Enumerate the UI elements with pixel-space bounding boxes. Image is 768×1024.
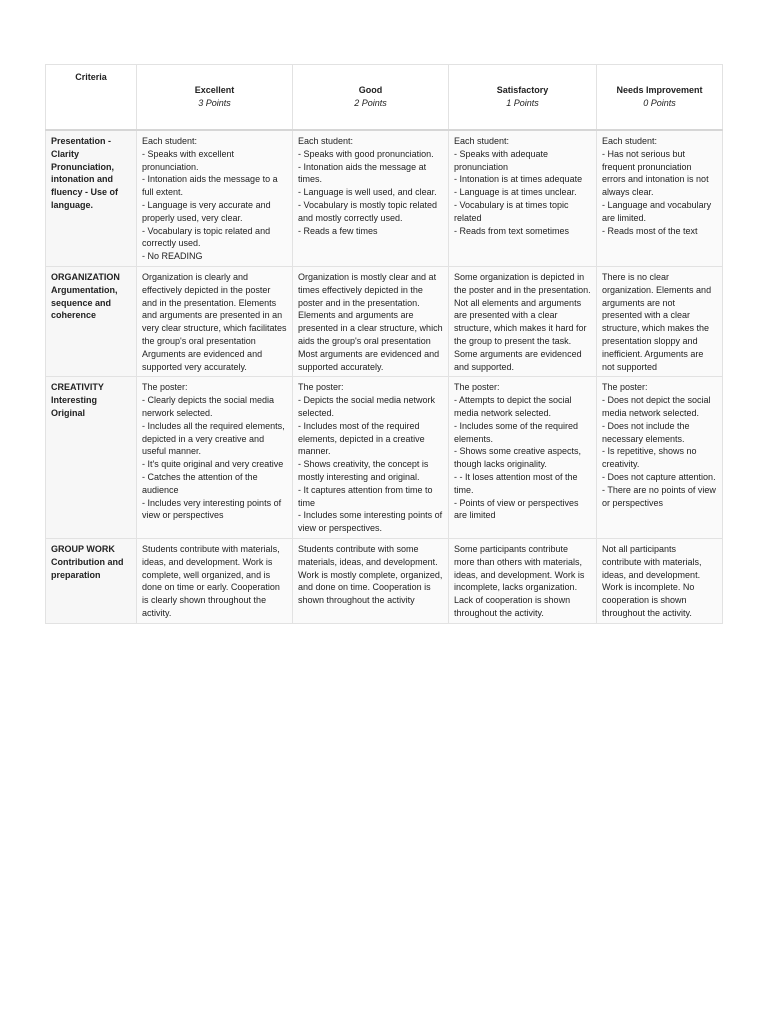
level-name: Excellent bbox=[194, 85, 235, 95]
level-name: Satisfactory bbox=[496, 85, 549, 95]
cell-text-line: The poster: bbox=[142, 382, 188, 393]
cell-text-line: - Speaks with excellent pronunciation. bbox=[142, 148, 235, 172]
cell-text-line: - Has not serious but frequent pronunciation errors and intonation is not always clear. bbox=[602, 148, 709, 198]
cell-text-line: - Reads most of the text bbox=[602, 225, 698, 236]
cell-text-line: - Speaks with good pronunciation. bbox=[298, 148, 434, 159]
cell-text-line: The poster: bbox=[454, 382, 500, 393]
cell-text-line: Each student: bbox=[142, 136, 198, 146]
level-header-needs-improvement bbox=[597, 65, 723, 131]
cell-text-line: - Includes some of the required elements. bbox=[454, 420, 579, 444]
rubric-cell-excellent bbox=[137, 377, 293, 539]
table-row bbox=[46, 377, 723, 539]
cell-text-line: Organization is clearly and effectively depicted in the poster and in the presentation. Elements and arguments are presented in an very clear structure, which facilitates the group's oral presentation Arguments are evidenced and supported very accurately. bbox=[142, 271, 287, 372]
cell-text-line: - Attempts to depict the social media network selected. bbox=[454, 395, 572, 418]
rubric-cell-needs-improvement bbox=[597, 130, 723, 266]
rubric-cell-satisfactory bbox=[449, 130, 597, 266]
level-header-excellent bbox=[137, 65, 293, 131]
cell-text-line: - Intonation is at times adequate bbox=[454, 174, 583, 185]
rubric-cell-needs-improvement bbox=[597, 266, 723, 376]
cell-text-line: - Reads a few times bbox=[298, 225, 378, 236]
cell-text-line: - Shows some creative aspects, though lacks originality. bbox=[454, 446, 582, 470]
level-name: Good bbox=[358, 85, 383, 95]
cell-text-line: - Language is very accurate and properly used, very clear. bbox=[142, 199, 271, 223]
cell-text-line: - Intonation aids the message to a full extent. bbox=[142, 174, 278, 198]
cell-text-line: - Includes most of the required elements, depicted in a creative manner. bbox=[298, 420, 425, 457]
rubric-cell-needs-improvement bbox=[597, 538, 723, 623]
cell-text-line: - Language is at times unclear. bbox=[454, 187, 577, 198]
level-points: 0 Points bbox=[643, 97, 676, 108]
cell-text-line: - Depicts the social media network selected. bbox=[298, 395, 436, 418]
rubric-cell-good bbox=[293, 538, 449, 623]
cell-text-line: Some participants contribute more than others with materials, ideas, and development. Work is incomplete, lacks organization. Lack of cooperation is shown throughout the activity. bbox=[454, 543, 585, 618]
table-row bbox=[46, 266, 723, 376]
cell-text-line: Each student: bbox=[602, 136, 658, 146]
cell-text-line: - Clearly depicts the social media nerwork selected. bbox=[142, 395, 275, 418]
rubric-cell-excellent bbox=[137, 538, 293, 623]
rubric-cell-satisfactory bbox=[449, 538, 597, 623]
cell-text-line: Each student: bbox=[454, 136, 510, 146]
rubric-cell-excellent bbox=[137, 266, 293, 376]
cell-text-line: - Reads from text sometimes bbox=[454, 225, 570, 236]
criteria-header: Criteria bbox=[46, 65, 137, 131]
level-header-satisfactory bbox=[449, 65, 597, 131]
criteria-cell: Presentation - Clarity Pronunciation, intonation and fluency - Use of language. bbox=[46, 130, 137, 266]
cell-text-line: - Intonation aids the message at times. bbox=[298, 161, 427, 185]
cell-text-line: Students contribute with some materials, ideas, and development. Work is mostly complete, organized, and done on time. Cooperation is shown throughout the activity bbox=[298, 543, 443, 606]
cell-text-line: - Does not capture attention. bbox=[602, 471, 716, 482]
cell-text-line: - Vocabulary is topic related and correctly used. bbox=[142, 225, 271, 249]
level-points: 3 Points bbox=[198, 97, 231, 108]
cell-text-line: - Includes very interesting points of view or perspectives bbox=[142, 497, 282, 521]
level-points: 1 Points bbox=[506, 97, 539, 108]
cell-text-line: - Speaks with adequate pronunciation bbox=[454, 148, 549, 172]
table-row bbox=[46, 538, 723, 623]
cell-text-line: Organization is mostly clear and at times effectively depicted in the poster and in the presentation. Elements and arguments are presented in a clear structure, which aids the group's oral presentation Most arguments are evidenced and supported accurately. bbox=[298, 271, 443, 372]
cell-text-line: - It captures attention from time to time bbox=[298, 484, 433, 508]
rubric-table bbox=[45, 64, 723, 624]
rubric-header bbox=[46, 65, 723, 131]
cell-text-line: Students contribute with materials, ideas, and development. Work is complete, well organized, and is done on time or early. Cooperation is clearly shown throughout the activity. bbox=[142, 543, 280, 618]
cell-text-line: - Includes some interesting points of view or perspectives. bbox=[298, 510, 443, 534]
cell-text-line: There is no clear organization. Elements and arguments are not presented with a clear structure, which makes the presentation sloppy and inefficient. Arguments are not supported bbox=[602, 271, 712, 372]
cell-text-line: - Includes all the required elements, depicted in a very creative and useful manner. bbox=[142, 420, 285, 457]
cell-text-line: Some organization is depicted in the poster and in the presentation. Not all elements and arguments are presented with a clear structure, which makes it hard for the group to present the task. Some arguments are evidenced and supported. bbox=[454, 271, 591, 372]
cell-text-line: - No READING bbox=[142, 251, 203, 262]
table-row bbox=[46, 130, 723, 266]
rubric-cell-good bbox=[293, 130, 449, 266]
cell-text-line: - Shows creativity, the concept is mostly interesting and original. bbox=[298, 459, 429, 482]
cell-text-line: - Is repetitive, shows no creativity. bbox=[602, 446, 697, 470]
criteria-cell: ORGANIZATION Argumentation, sequence and coherence bbox=[46, 266, 137, 376]
rubric-cell-satisfactory bbox=[449, 377, 597, 539]
criteria-cell: GROUP WORK Contribution and preparation bbox=[46, 538, 137, 623]
cell-text-line: - It's quite original and very creative bbox=[142, 459, 284, 470]
level-name: Needs Improvement bbox=[616, 85, 703, 95]
cell-text-line: - Catches the attention of the audience bbox=[142, 471, 258, 495]
rubric-body bbox=[46, 130, 723, 623]
cell-text-line: - Vocabulary is at times topic related bbox=[454, 199, 569, 223]
cell-text-line: Each student: bbox=[298, 136, 354, 146]
cell-text-line: The poster: bbox=[298, 382, 344, 393]
level-points: 2 Points bbox=[354, 97, 387, 108]
cell-text-line: - Vocabulary is mostly topic related and mostly correctly used. bbox=[298, 199, 438, 223]
cell-text-line: - - It loses attention most of the time. bbox=[454, 471, 578, 495]
rubric-cell-good bbox=[293, 377, 449, 539]
criteria-cell: CREATIVITY Interesting Original bbox=[46, 377, 137, 539]
rubric-cell-good bbox=[293, 266, 449, 376]
rubric-cell-excellent bbox=[137, 130, 293, 266]
cell-text-line: - Points of view or perspectives are limited bbox=[454, 497, 579, 521]
cell-text-line: - Does not depict the social media network selected. bbox=[602, 395, 711, 418]
cell-text-line: Not all participants contribute with materials, ideas, and development. Work is incomplete. No cooperation is shown throughout the activity. bbox=[602, 543, 702, 618]
cell-text-line: - There are no points of view or perspectives bbox=[602, 484, 716, 508]
rubric-cell-needs-improvement bbox=[597, 377, 723, 539]
level-header-good bbox=[293, 65, 449, 131]
cell-text-line: - Language and vocabulary are limited. bbox=[602, 199, 712, 223]
cell-text-line: - Does not include the necessary elements. bbox=[602, 420, 690, 444]
cell-text-line: - Language is well used, and clear. bbox=[298, 187, 437, 198]
cell-text-line: The poster: bbox=[602, 382, 648, 393]
rubric-cell-satisfactory bbox=[449, 266, 597, 376]
